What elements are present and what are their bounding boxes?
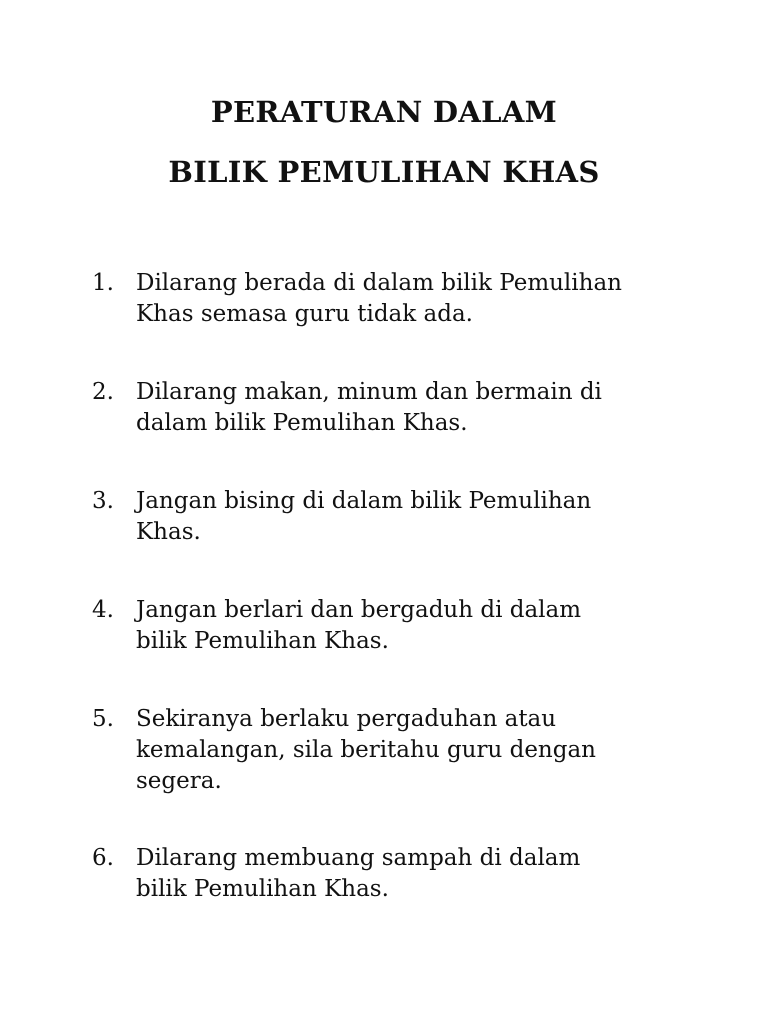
rule-text: Jangan berlari dan bergaduh di dalam bilik Pemulihan Khas. — [136, 597, 582, 654]
document-title-line-2: BILIK PEMULIHAN KHAS — [168, 155, 600, 189]
rule-number: 6. — [92, 845, 114, 871]
rule-text: Jangan bising di dalam bilik Pemulihan Khas. — [136, 488, 592, 545]
rule-number: 2. — [92, 379, 114, 405]
rule-number: 5. — [92, 706, 114, 732]
rule-number: 1. — [92, 270, 114, 296]
rule-text: Dilarang makan, minum dan bermain di dalam bilik Pemulihan Khas. — [136, 379, 602, 436]
rule-number: 4. — [92, 597, 114, 623]
document-title-line-1: PERATURAN DALAM — [210, 95, 558, 129]
rule-text: Sekiranya berlaku pergaduhan atau kemalangan, sila beritahu guru dengan segera. — [136, 706, 596, 794]
rule-number: 3. — [92, 488, 114, 514]
rule-text: Dilarang membuang sampah di dalam bilik Pemulihan Khas. — [136, 845, 581, 902]
rule-text: Dilarang berada di dalam bilik Pemulihan Khas semasa guru tidak ada. — [136, 270, 622, 327]
